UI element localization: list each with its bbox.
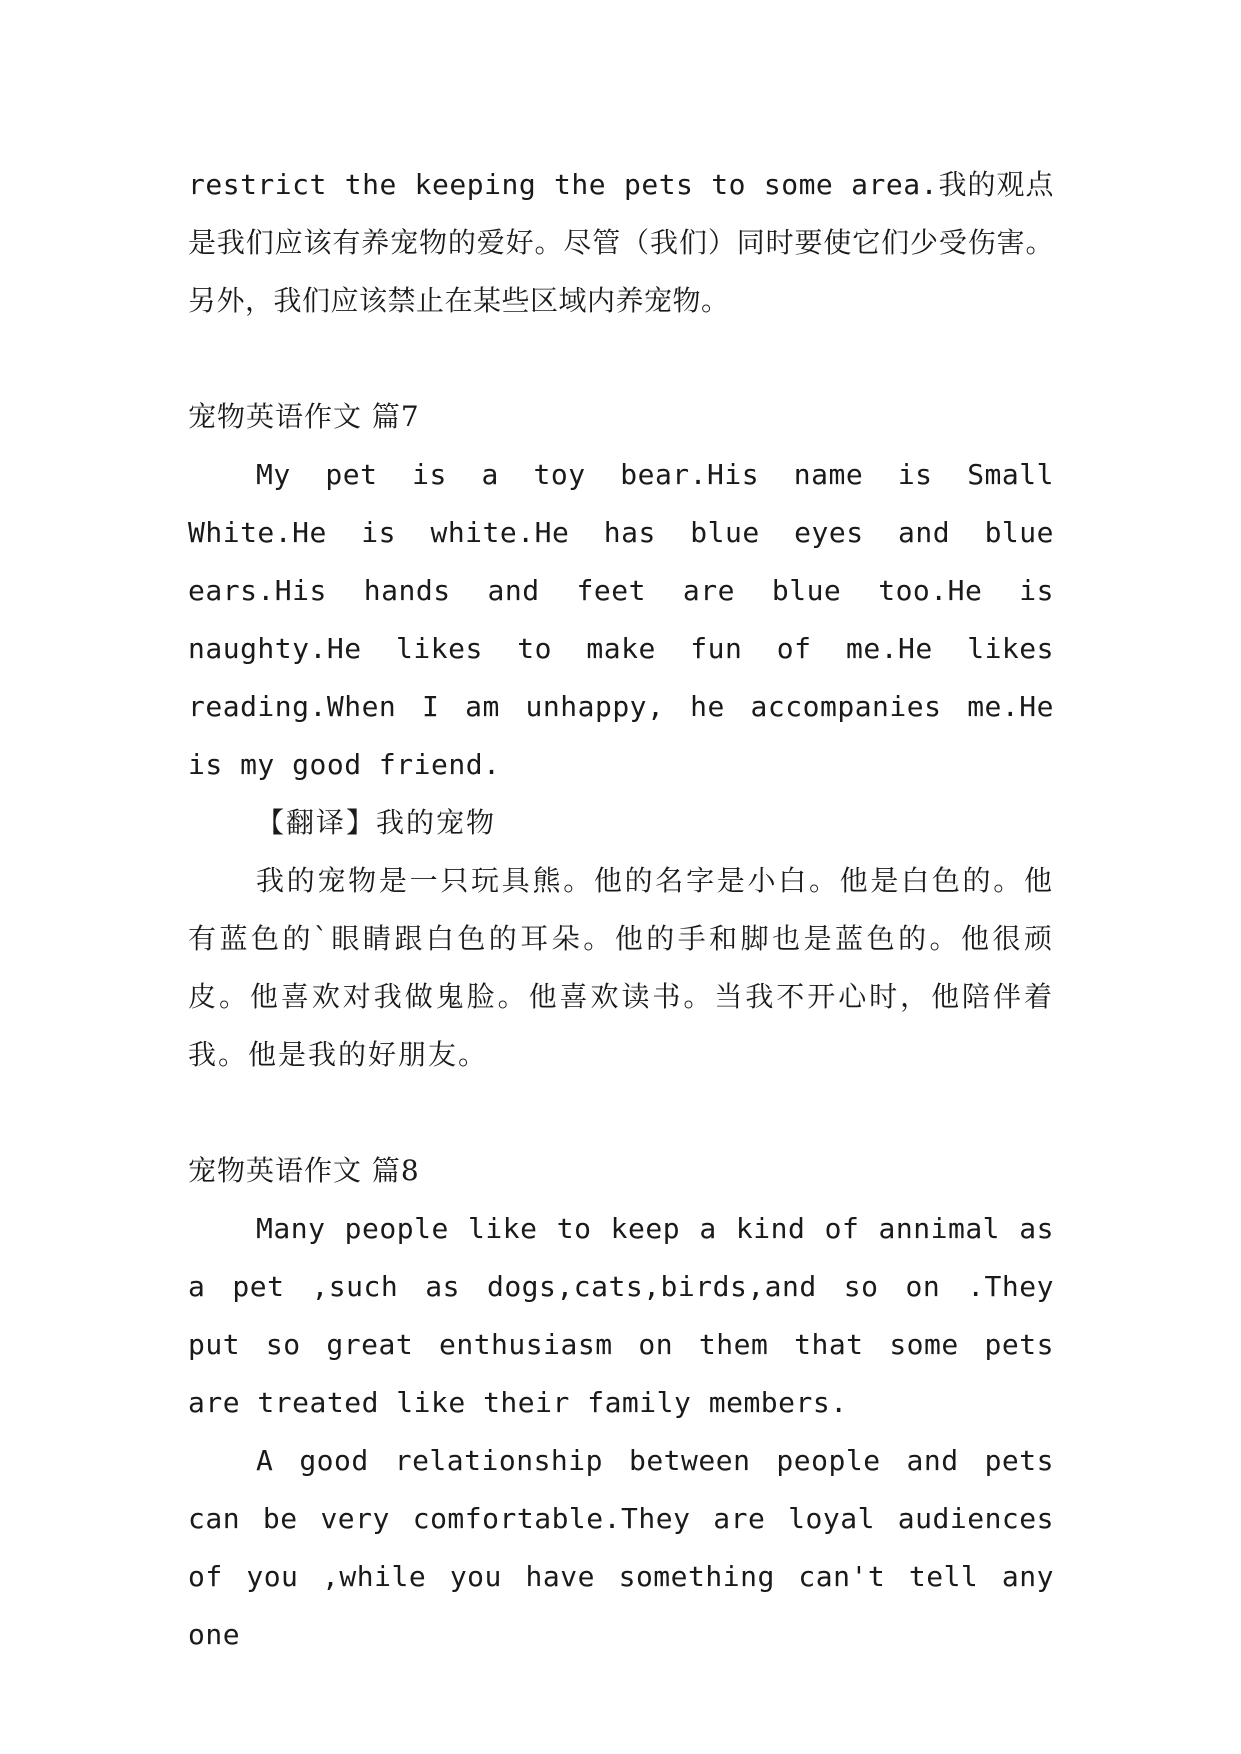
section-7-translation-title: 【翻译】我的宠物: [256, 806, 497, 839]
section-8-paragraph-2: A good relationship between people and pets can be very comfortable.They are loyal audiences of you ,while you have something can't tell any one: [188, 1444, 1054, 1651]
section-7-english-paragraph: My pet is a toy bear.His name is Small White.He is white.He has blue eyes and blue ears.His hands and feet are blue too.He is naughty.He likes to make fun of me.He likes reading.When I am unhappy, he accompanies me.He is my good friend.: [188, 458, 1054, 781]
document-page: [188, 156, 1054, 1664]
section-7-translation-paragraph: 我的宠物是一只玩具熊。他的名字是小白。他是白色的。他有蓝色的`眼睛跟白色的耳朵。他的手和脚也是蓝色的。他很顽皮。他喜欢对我做鬼脸。他喜欢读书。当我不开心时，他陪伴着我。他是我的好朋友。: [188, 864, 1054, 1071]
section-7-heading: 宠物英语作文 篇7: [188, 400, 420, 433]
section-8-heading: 宠物英语作文 篇8: [188, 1154, 420, 1187]
section-8-paragraph-1: Many people like to keep a kind of annimal as a pet ,such as dogs,cats,birds,and so on .They put so great enthusiasm on them that some pets are treated like their family members.: [188, 1212, 1054, 1419]
intro-paragraph: restrict the keeping the pets to some area.我的观点是我们应该有养宠物的爱好。尽管（我们）同时要使它们少受伤害。另外，我们应该禁止在某些区域内养宠物。: [188, 168, 1054, 317]
